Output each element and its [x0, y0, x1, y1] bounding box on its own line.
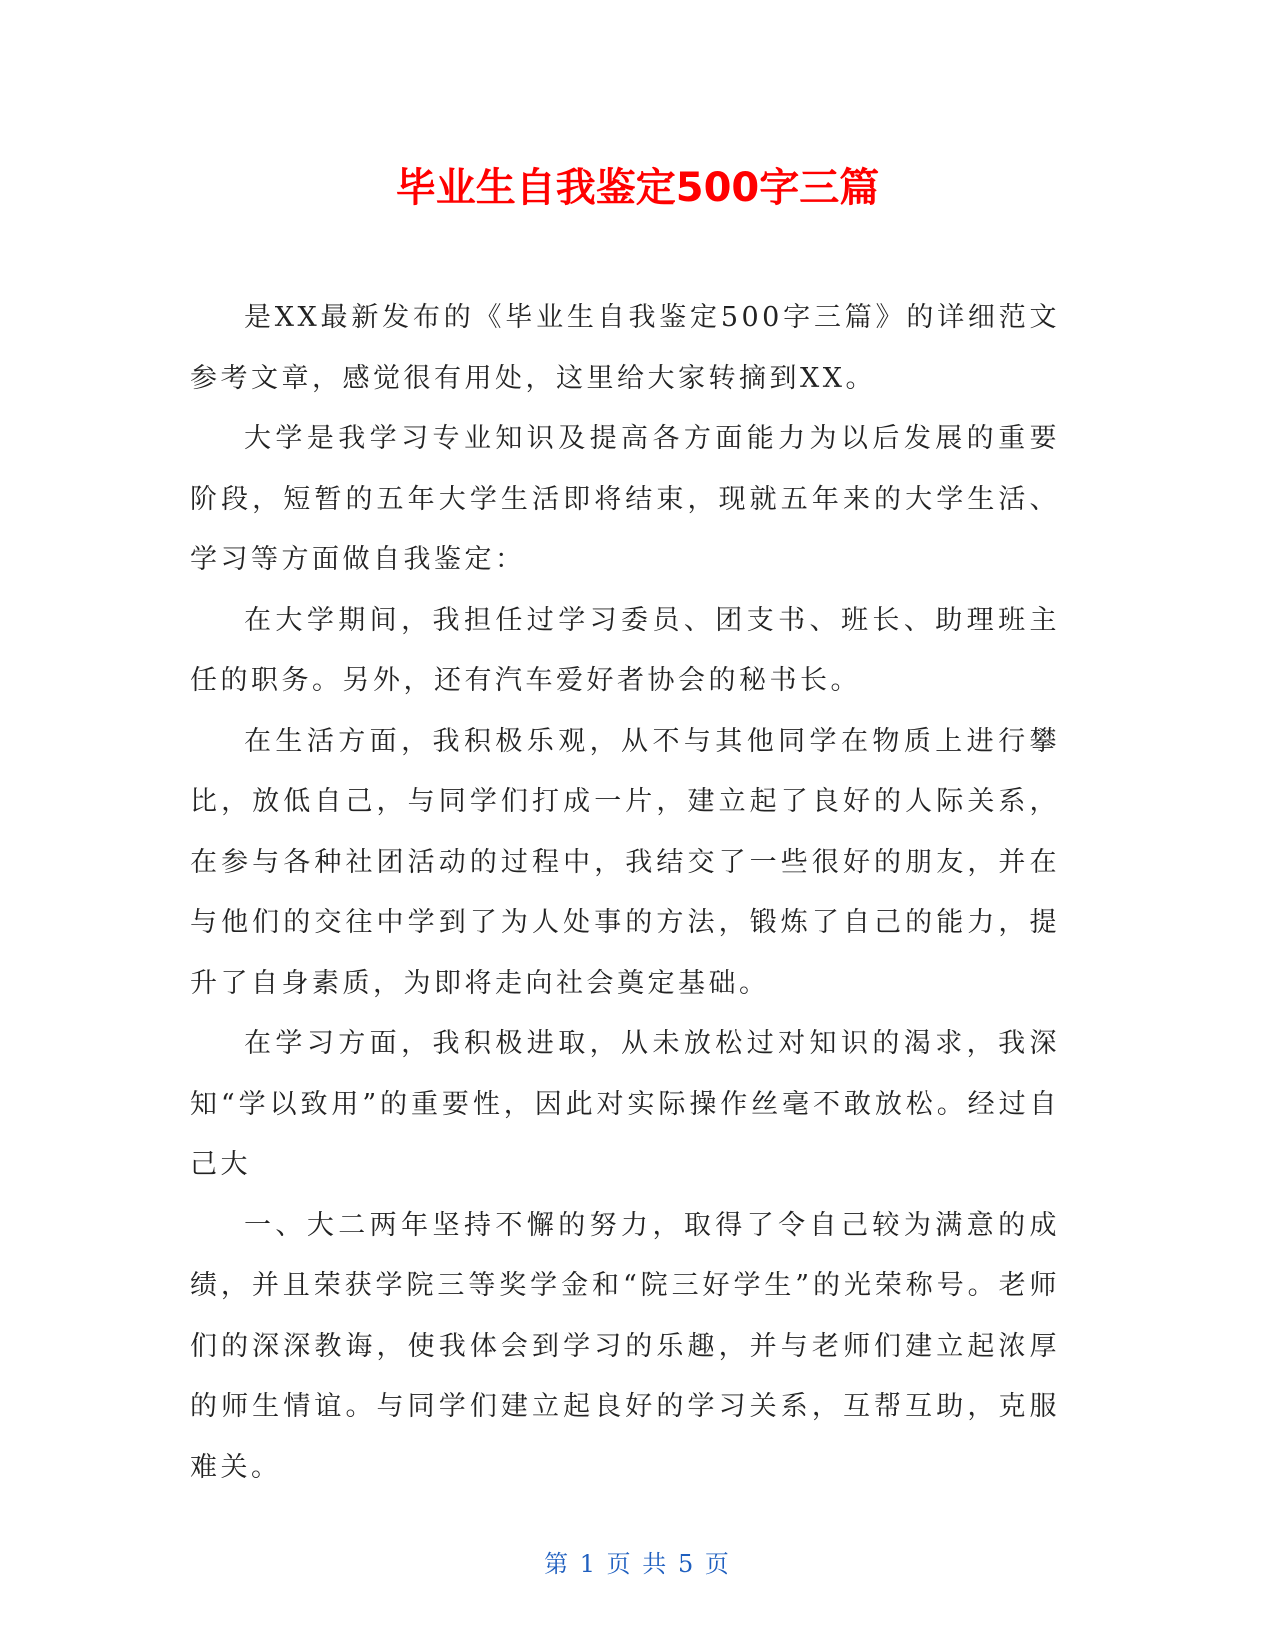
paragraph-positions: 在大学期间，我担任过学习委员、团支书、班长、助理班主任的职务。另外，还有汽车爱好者协会的秘书长。	[190, 604, 1060, 696]
paragraph-study: 在学习方面，我积极进取，从未放松过对知识的渴求，我深知“学以致用”的重要性，因此对实际操作丝毫不敢放松。经过自己大	[190, 1028, 1060, 1180]
page-indicator: 第 1 页 共 5 页	[544, 1550, 731, 1578]
document-body	[190, 288, 1060, 1498]
paragraph-achievements: 一、大二两年坚持不懈的努力，取得了令自己较为满意的成绩，并且荣获学院三等奖学金和“院三好学生”的光荣称号。老师们的深深教诲，使我体会到学习的乐趣，并与老师们建立起浓厚的师生情谊。与同学们建立起良好的学习关系，互帮互助，克服难关。	[190, 1209, 1060, 1483]
paragraph-overview: 大学是我学习专业知识及提高各方面能力为以后发展的重要阶段，短暂的五年大学生活即将结束，现就五年来的大学生活、学习等方面做自我鉴定：	[190, 423, 1060, 575]
paragraph-intro: 是XX最新发布的《毕业生自我鉴定500字三篇》的详细范文参考文章，感觉很有用处，这里给大家转摘到XX。	[190, 302, 1060, 394]
paragraph-life: 在生活方面，我积极乐观，从不与其他同学在物质上进行攀比，放低自己，与同学们打成一片，建立起了良好的人际关系，在参与各种社团活动的过程中，我结交了一些很好的朋友，并在与他们的交往中学到了为人处事的方法，锻炼了自己的能力，提升了自身素质，为即将走向社会奠定基础。	[190, 725, 1060, 999]
document-title: 毕业生自我鉴定500字三篇	[395, 165, 880, 211]
